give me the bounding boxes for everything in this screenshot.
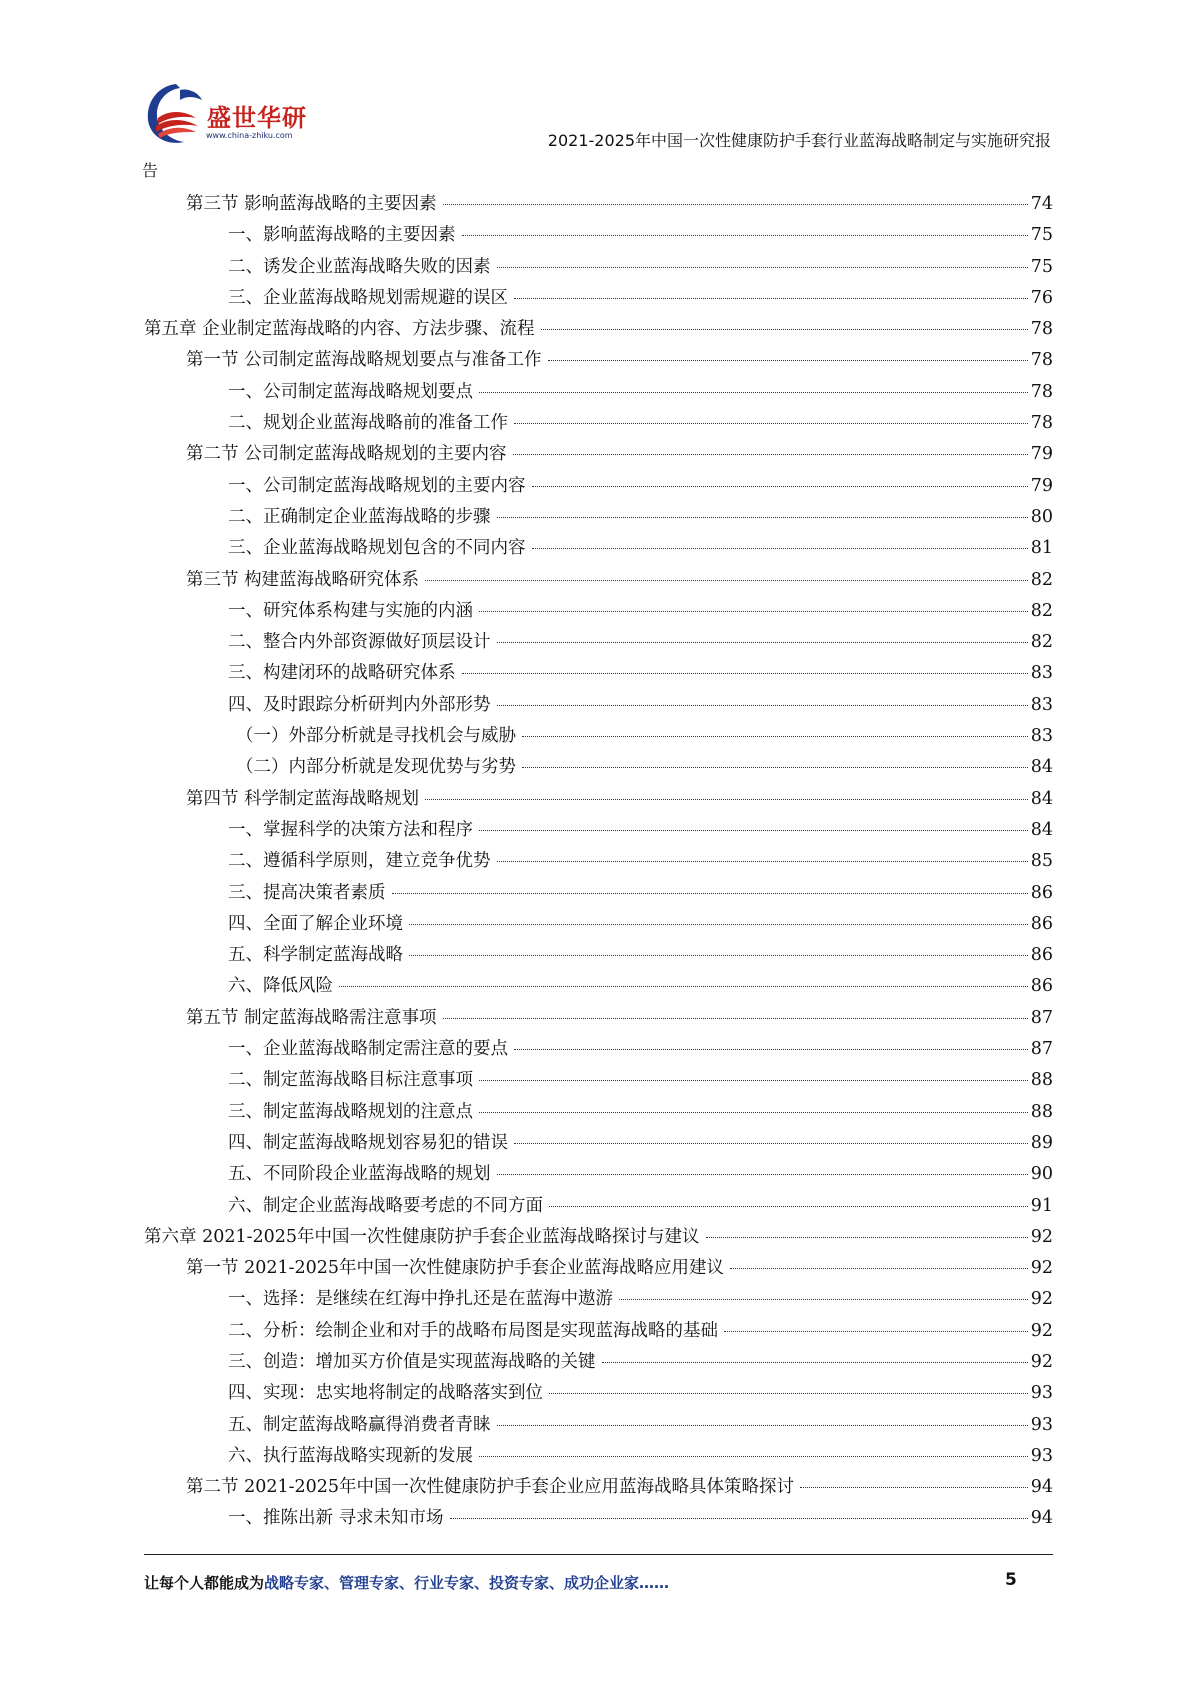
toc-entry-page: 75 — [1030, 225, 1053, 246]
toc-leader-dots — [479, 392, 1028, 393]
toc-leader-dots — [514, 298, 1028, 299]
toc-entry-title: 二、分析：绘制企业和对手的战略布局图是实现蓝海战略的基础 — [228, 1320, 718, 1341]
toc-entry[interactable] — [144, 1285, 1053, 1316]
toc-leader-dots — [497, 705, 1028, 706]
toc-entry-title: 六、制定企业蓝海战略要考虑的不同方面 — [228, 1195, 543, 1216]
toc-leader-dots — [479, 1456, 1028, 1457]
toc-entry-page: 82 — [1030, 569, 1053, 590]
toc-entry-page: 88 — [1030, 1070, 1053, 1091]
toc-leader-dots — [497, 517, 1028, 518]
toc-entry-title: 五、不同阶段企业蓝海战略的规划 — [228, 1164, 491, 1185]
toc-leader-dots — [497, 642, 1028, 643]
logo-emblem-icon — [140, 80, 212, 150]
toc-entry-title: 四、制定蓝海战略规划容易犯的错误 — [228, 1132, 508, 1153]
toc-entry[interactable] — [144, 534, 1053, 565]
toc-entry[interactable] — [144, 753, 1053, 784]
toc-entry[interactable] — [144, 378, 1053, 409]
toc-leader-dots — [479, 1112, 1028, 1113]
toc-entry[interactable] — [144, 1348, 1053, 1379]
toc-entry-title: 三、创造：增加买方价值是实现蓝海战略的关键 — [228, 1351, 596, 1372]
toc-entry-title: 三、制定蓝海战略规划的注意点 — [228, 1101, 473, 1122]
toc-leader-dots — [706, 1237, 1028, 1238]
toc-entry[interactable] — [144, 1004, 1053, 1035]
toc-entry-title: 二、诱发企业蓝海战略失败的因素 — [228, 256, 491, 277]
toc-leader-dots — [425, 580, 1028, 581]
toc-entry-page: 74 — [1030, 194, 1053, 214]
logo-text: 盛世华研 — [207, 104, 307, 132]
toc-entry[interactable] — [144, 1066, 1053, 1097]
toc-entry-page: 84 — [1030, 788, 1053, 809]
report-title-continuation: 告 — [142, 161, 159, 180]
toc-entry-title: 三、提高决策者素质 — [228, 882, 386, 903]
toc-leader-dots — [462, 673, 1028, 674]
toc-entry-title: 第四节 科学制定蓝海战略规划 — [186, 788, 420, 809]
toc-entry-title: 一、选择：是继续在红海中挣扎还是在蓝海中遨游 — [228, 1289, 613, 1310]
toc-entry-title: 六、执行蓝海战略实现新的发展 — [228, 1445, 473, 1466]
toc-entry-page: 83 — [1030, 663, 1053, 684]
toc-entry-page: 78 — [1030, 350, 1053, 371]
toc-entry[interactable] — [144, 1442, 1053, 1473]
toc-leader-dots — [724, 1331, 1028, 1332]
toc-entry-page: 86 — [1030, 976, 1053, 997]
toc-leader-dots — [514, 1049, 1028, 1050]
toc-entry-page: 92 — [1030, 1351, 1053, 1372]
toc-leader-dots — [549, 1206, 1028, 1207]
toc-entry[interactable] — [144, 1098, 1053, 1129]
toc-entry[interactable] — [144, 816, 1053, 847]
toc-leader-dots — [497, 1425, 1028, 1426]
toc-entry-page: 92 — [1030, 1289, 1053, 1310]
toc-entry-title: 一、公司制定蓝海战略规划的主要内容 — [228, 475, 526, 496]
toc-entry-title: 第二节 2021-2025年中国一次性健康防护手套企业应用蓝海战略具体策略探讨 — [186, 1477, 795, 1498]
toc-entry-page: 78 — [1030, 413, 1053, 434]
toc-entry[interactable] — [144, 1473, 1053, 1504]
toc-entry-title: 三、企业蓝海战略规划包含的不同内容 — [228, 538, 526, 559]
toc-entry-page: 92 — [1030, 1320, 1053, 1341]
footer-slogan — [144, 1572, 669, 1593]
toc-entry-page: 94 — [1030, 1477, 1053, 1498]
toc-leader-dots — [409, 924, 1028, 925]
toc-entry-page: 84 — [1030, 757, 1053, 778]
toc-entry-page: 78 — [1030, 319, 1053, 340]
toc-entry[interactable] — [144, 284, 1053, 315]
toc-entry-title: 第五章 企业制定蓝海战略的内容、方法步骤、流程 — [144, 319, 535, 340]
toc-entry[interactable] — [144, 1192, 1053, 1223]
toc-entry-page: 91 — [1030, 1195, 1053, 1216]
toc-leader-dots — [513, 454, 1028, 455]
toc-leader-dots — [497, 861, 1028, 862]
logo-url: www.china-zhiku.com — [206, 131, 293, 140]
toc-leader-dots — [532, 548, 1028, 549]
toc-entry-title: 一、公司制定蓝海战略规划要点 — [228, 381, 473, 402]
page-number: 5 — [1005, 1570, 1017, 1590]
toc-entry-title: 六、降低风险 — [228, 976, 333, 997]
toc-entry[interactable] — [144, 785, 1053, 816]
footer-divider — [144, 1554, 1053, 1555]
toc-entry-page: 84 — [1030, 819, 1053, 840]
toc-entry-page: 88 — [1030, 1101, 1053, 1122]
toc-entry[interactable] — [144, 691, 1053, 722]
toc-entry[interactable] — [144, 972, 1053, 1003]
toc-entry[interactable] — [144, 1129, 1053, 1160]
toc-entry[interactable] — [144, 659, 1053, 690]
toc-entry-page: 79 — [1030, 475, 1053, 496]
toc-entry[interactable] — [144, 879, 1053, 910]
toc-entry-page: 75 — [1030, 256, 1053, 277]
toc-entry-title: 一、推陈出新 寻求未知市场 — [228, 1508, 444, 1529]
toc-entry-page: 87 — [1030, 1007, 1053, 1028]
toc-entry-title: 一、掌握科学的决策方法和程序 — [228, 819, 473, 840]
toc-entry[interactable] — [144, 722, 1053, 753]
toc-leader-dots — [479, 1080, 1028, 1081]
toc-entry-page: 83 — [1030, 694, 1053, 715]
toc-leader-dots — [532, 486, 1028, 487]
toc-leader-dots — [548, 360, 1028, 361]
toc-leader-dots — [602, 1362, 1028, 1363]
toc-entry-title: 二、整合内外部资源做好顶层设计 — [228, 632, 491, 653]
toc-entry-page: 79 — [1030, 444, 1053, 465]
toc-leader-dots — [522, 767, 1028, 768]
toc-entry-title: 第六章 2021-2025年中国一次性健康防护手套企业蓝海战略探讨与建议 — [144, 1226, 700, 1247]
toc-leader-dots — [619, 1299, 1028, 1300]
toc-entry[interactable] — [144, 941, 1053, 972]
toc-leader-dots — [730, 1268, 1028, 1269]
toc-entry[interactable] — [144, 409, 1053, 440]
toc-leader-dots — [425, 799, 1028, 800]
toc-entry[interactable] — [144, 472, 1053, 503]
toc-entry-page: 89 — [1030, 1132, 1053, 1153]
toc-leader-dots — [443, 1018, 1028, 1019]
toc-entry-page: 86 — [1030, 913, 1053, 934]
toc-entry[interactable] — [144, 1223, 1053, 1254]
toc-entry-title: 三、企业蓝海战略规划需规避的误区 — [228, 287, 508, 308]
toc-entry-page: 90 — [1030, 1164, 1053, 1185]
toc-entry-title: 二、规划企业蓝海战略前的准备工作 — [228, 413, 508, 434]
toc-entry-title: 二、遵循科学原则，建立竞争优势 — [228, 851, 491, 872]
toc-entry-page: 87 — [1030, 1039, 1053, 1060]
toc-entry-title: 第二节 公司制定蓝海战略规划的主要内容 — [186, 444, 507, 465]
toc-entry-title: 一、研究体系构建与实施的内涵 — [228, 600, 473, 621]
toc-entry[interactable] — [144, 503, 1053, 534]
toc-entry-title: 五、科学制定蓝海战略 — [228, 945, 403, 966]
toc-entry[interactable] — [144, 315, 1053, 346]
toc-entry-page: 81 — [1030, 538, 1053, 559]
toc-entry[interactable] — [144, 1160, 1053, 1191]
toc-entry-page: 80 — [1030, 506, 1053, 527]
toc-leader-dots — [514, 423, 1028, 424]
toc-entry-page: 83 — [1030, 726, 1053, 747]
toc-leader-dots — [522, 736, 1028, 737]
toc-entry-title: 四、及时跟踪分析研判内外部形势 — [228, 694, 491, 715]
table-of-contents — [144, 190, 1053, 1536]
footer-slogan-prefix: 让每个人都能成为 — [144, 1574, 265, 1592]
footer-slogan-highlight: 战略专家、管理专家、行业专家、投资专家、成功企业家…… — [264, 1574, 670, 1592]
toc-entry-title: （一）外部分析就是寻找机会与威胁 — [236, 726, 516, 747]
toc-entry[interactable] — [144, 1379, 1053, 1410]
toc-entry-page: 76 — [1030, 287, 1053, 308]
report-title: 2021-2025年中国一次性健康防护手套行业蓝海战略制定与实施研究报 — [547, 131, 1051, 150]
toc-entry-title: 四、实现：忠实地将制定的战略落实到位 — [228, 1383, 543, 1404]
toc-leader-dots — [392, 893, 1028, 894]
toc-entry[interactable] — [144, 566, 1053, 597]
toc-entry-page: 82 — [1030, 600, 1053, 621]
toc-entry-page: 86 — [1030, 945, 1053, 966]
toc-entry-title: 一、企业蓝海战略制定需注意的要点 — [228, 1039, 508, 1060]
toc-entry[interactable] — [144, 847, 1053, 878]
toc-entry-title: 五、制定蓝海战略赢得消费者青睐 — [228, 1414, 491, 1435]
toc-entry-title: 一、影响蓝海战略的主要因素 — [228, 225, 456, 246]
toc-leader-dots — [497, 1174, 1028, 1175]
toc-entry[interactable] — [144, 190, 1053, 221]
toc-entry-title: 二、制定蓝海战略目标注意事项 — [228, 1070, 473, 1091]
toc-leader-dots — [497, 267, 1028, 268]
toc-entry-title: 四、全面了解企业环境 — [228, 913, 403, 934]
toc-leader-dots — [514, 1143, 1028, 1144]
toc-leader-dots — [541, 329, 1028, 330]
toc-entry[interactable] — [144, 1317, 1053, 1348]
toc-entry[interactable] — [144, 1411, 1053, 1442]
toc-entry-title: 第一节 公司制定蓝海战略规划要点与准备工作 — [186, 350, 542, 371]
toc-entry-title: 第一节 2021-2025年中国一次性健康防护手套企业蓝海战略应用建议 — [186, 1258, 725, 1279]
toc-leader-dots — [462, 235, 1028, 236]
toc-leader-dots — [479, 830, 1028, 831]
toc-entry[interactable] — [144, 1504, 1053, 1535]
toc-entry-page: 93 — [1030, 1414, 1053, 1435]
toc-entry-title: 三、构建闭环的战略研究体系 — [228, 663, 456, 684]
toc-entry[interactable] — [144, 346, 1053, 377]
toc-entry[interactable] — [144, 253, 1053, 284]
toc-entry[interactable] — [144, 910, 1053, 941]
toc-leader-dots — [549, 1393, 1028, 1394]
toc-entry-title: 第三节 构建蓝海战略研究体系 — [186, 569, 420, 590]
toc-entry-title: （二）内部分析就是发现优势与劣势 — [236, 757, 516, 778]
toc-entry-page: 92 — [1030, 1258, 1053, 1279]
toc-leader-dots — [409, 955, 1028, 956]
toc-entry-page: 93 — [1030, 1383, 1053, 1404]
toc-entry-title: 二、正确制定企业蓝海战略的步骤 — [228, 506, 491, 527]
toc-leader-dots — [800, 1487, 1028, 1488]
toc-entry-page: 93 — [1030, 1445, 1053, 1466]
toc-entry[interactable] — [144, 1254, 1053, 1285]
toc-leader-dots — [443, 204, 1028, 205]
toc-leader-dots — [339, 986, 1028, 987]
toc-entry-page: 82 — [1030, 632, 1053, 653]
toc-entry-page: 78 — [1030, 381, 1053, 402]
toc-entry[interactable] — [144, 440, 1053, 471]
toc-entry[interactable] — [144, 221, 1053, 252]
toc-entry-page: 86 — [1030, 882, 1053, 903]
toc-entry-title: 第五节 制定蓝海战略需注意事项 — [186, 1007, 437, 1028]
toc-leader-dots — [450, 1518, 1028, 1519]
toc-entry-title: 第三节 影响蓝海战略的主要因素 — [186, 194, 437, 214]
toc-entry[interactable] — [144, 597, 1053, 628]
toc-entry[interactable] — [144, 628, 1053, 659]
toc-entry-page: 94 — [1030, 1508, 1053, 1529]
toc-entry-page: 85 — [1030, 851, 1053, 872]
toc-leader-dots — [479, 611, 1028, 612]
toc-entry[interactable] — [144, 1035, 1053, 1066]
toc-entry-page: 92 — [1030, 1226, 1053, 1247]
